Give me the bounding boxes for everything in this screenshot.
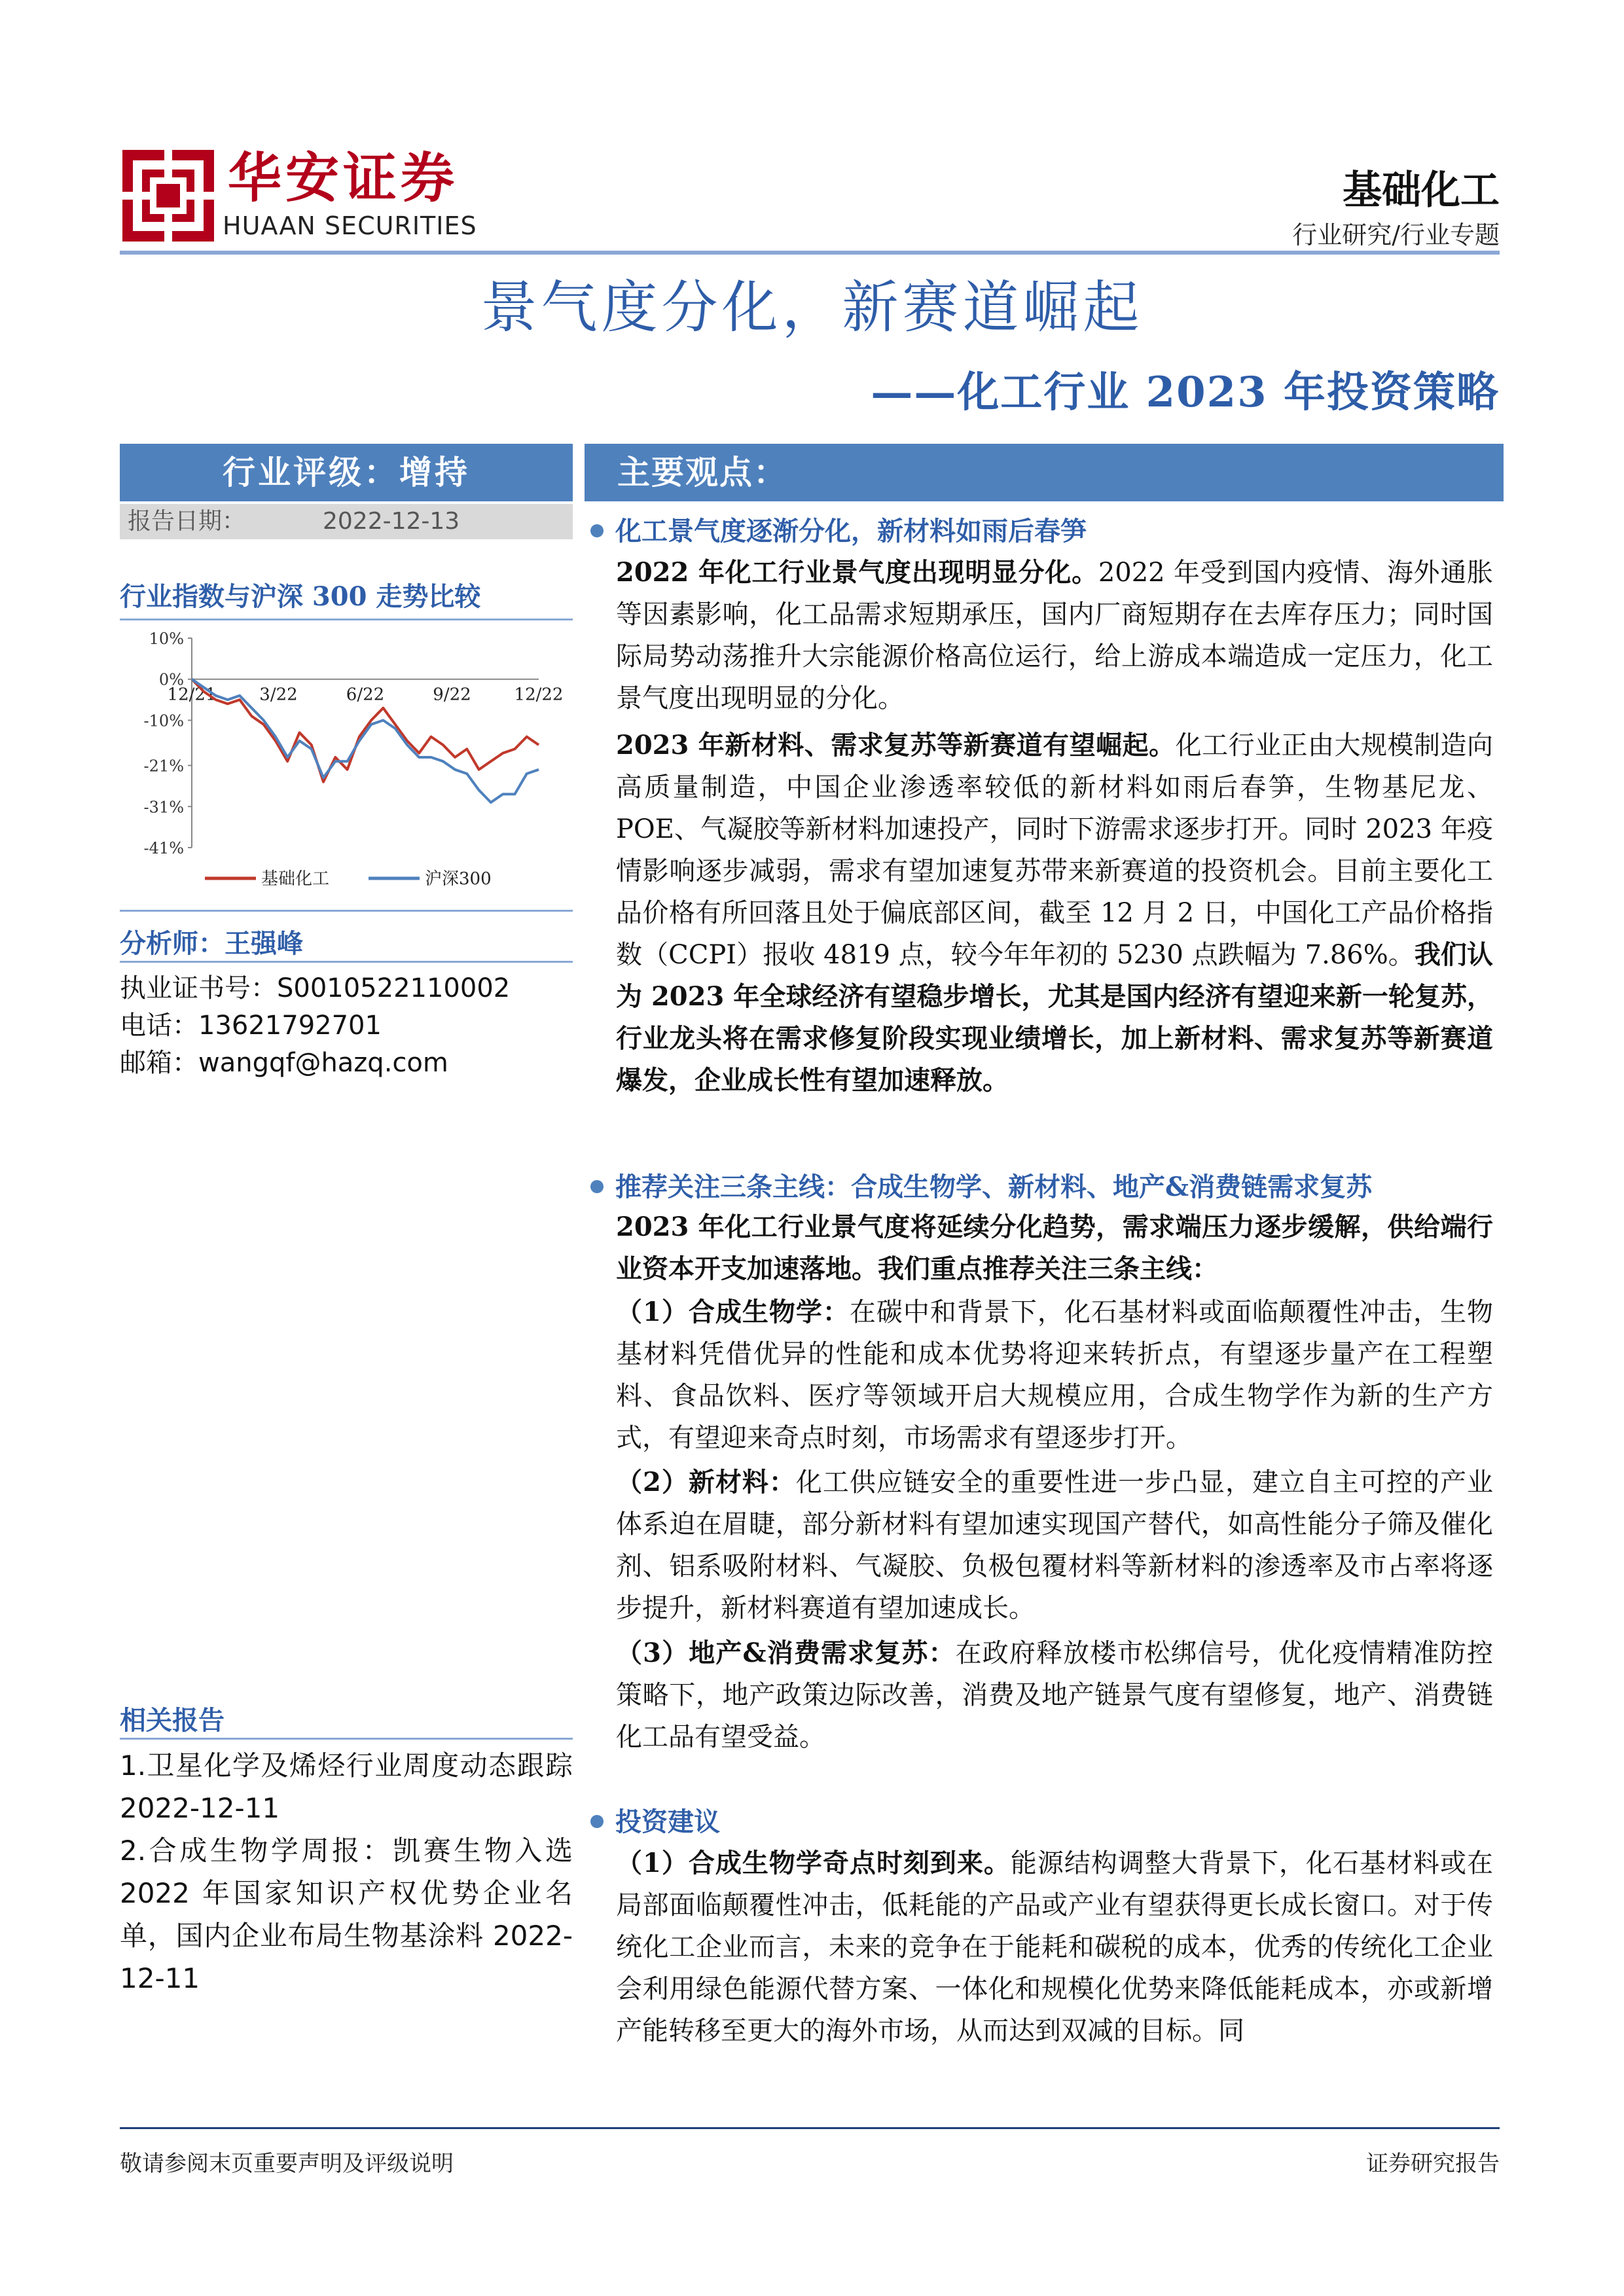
paragraph-conclusion: 我们认为 2023 年全球经济有望稳步增长，尤其是国内经济有望迎来新一轮复苏，行业龙头将在需求修复阶段实现业绩增长，加上新材料、需求复苏等新赛道爆发，企业成长性有望加速释放。 bbox=[616, 939, 1493, 1096]
footer-report-type: 证券研究报告 bbox=[1366, 2151, 1500, 2177]
analyst-title: 分析师：王强峰 bbox=[120, 928, 303, 959]
related-reports-title: 相关报告 bbox=[120, 1705, 225, 1736]
related-report-item[interactable]: 2.合成生物学周报：凯赛生物入选 2022 年国家知识产权优势企业名单，国内企业布局生物基涂料 2022-12-11 bbox=[120, 1835, 573, 1994]
section-heading-text: 化工景气度逐渐分化，新材料如雨后春笋 bbox=[615, 516, 1087, 547]
paragraph bbox=[616, 552, 1493, 719]
paragraph-lead: 2022 年化工行业景气度出现明显分化。 bbox=[616, 557, 1098, 588]
section-heading bbox=[590, 1801, 720, 1839]
x-tick-label: 9/22 bbox=[433, 685, 471, 705]
paragraph bbox=[616, 1842, 1493, 2052]
y-tick-label: -41% bbox=[143, 839, 184, 857]
paragraph bbox=[616, 1206, 1493, 1290]
legend-label: 沪深300 bbox=[425, 869, 492, 889]
paragraph bbox=[616, 725, 1493, 1102]
y-tick-label: -31% bbox=[143, 798, 184, 817]
key-points-banner: 主要观点： bbox=[585, 444, 1504, 501]
report-date-label: 报告日期： bbox=[128, 508, 246, 535]
sector-title: 基础化工 bbox=[1343, 168, 1500, 213]
logo-chinese: 华安证券 bbox=[228, 147, 459, 209]
paragraph-lead: （1）合成生物学奇点时刻到来。 bbox=[616, 1848, 1011, 1878]
x-tick-label: 12/21 bbox=[167, 685, 217, 705]
paragraph-body: 化工行业正由大规模制造向高质量制造，中国企业渗透率较低的新材料如雨后春笋，生物基尼龙、POE、气凝胶等新材料加速投产，同时下游需求逐步打开。同时 2023 年疫情影响逐步减弱，需求有望加速复苏带来新赛道的投资机会。目前主要化工品价格有所回落且处于偏底部区间，截至 12 月 2 日，中国化工产品价格指数（CCPI）报收 4819 点，较今年年初的 5230 点跌幅为 7.86%。 bbox=[616, 730, 1493, 970]
index-comparison-chart bbox=[120, 622, 573, 910]
paragraph-body: 能源结构调整大背景下，化石基材料或在局部面临颠覆性冲击，低耗能的产品或产业有望获得更长成长窗口。对于传统化工企业而言，未来的竞争在于能耗和碳税的成本，优秀的传统化工企业会利用绿色能源代替方案、一体化和规模化优势来降低能耗成本，亦或新增产能转移至更大的海外市场，从而达到双减的目标。同 bbox=[616, 1848, 1493, 2046]
paragraph-body: 在碳中和背景下，化石基材料或面临颠覆性冲击，生物基材料凭借优异的性能和成本优势将迎来转折点，有望逐步量产在工程塑料、食品饮料、医疗等领域开启大规模应用，合成生物学作为新的生产方式，有望迎来奇点时刻，市场需求有望逐步打开。 bbox=[616, 1297, 1494, 1453]
x-tick-label: 12/22 bbox=[514, 685, 564, 705]
chart-divider bbox=[120, 619, 573, 620]
industry-rating-banner: 行业评级：增持 bbox=[120, 444, 573, 501]
chart-title: 行业指数与沪深 300 走势比较 bbox=[120, 581, 481, 612]
paragraph-lead: 2023 年化工行业景气度将延续分化趋势，需求端压力逐步缓解，供给端行业资本开支加速落地。我们重点推荐关注三条主线： bbox=[616, 1211, 1493, 1284]
y-tick-label: 0% bbox=[158, 670, 184, 689]
legend-label: 基础化工 bbox=[261, 869, 330, 889]
bullet-icon bbox=[590, 1180, 604, 1193]
paragraph bbox=[616, 1462, 1493, 1629]
paragraph bbox=[616, 1632, 1493, 1758]
header-divider bbox=[120, 251, 1500, 255]
logo-english: HUAAN SECURITIES bbox=[223, 211, 477, 240]
section-heading bbox=[590, 1166, 1372, 1204]
paragraph bbox=[616, 1291, 1493, 1459]
analyst-divider bbox=[120, 961, 573, 963]
bullet-icon bbox=[590, 1815, 604, 1828]
y-tick-label: 10% bbox=[149, 630, 184, 648]
sector-subtitle: 行业研究/行业专题 bbox=[1292, 221, 1500, 249]
report-date-value: 2022-12-13 bbox=[323, 508, 460, 535]
paragraph-lead: （3）地产&消费需求复苏： bbox=[616, 1638, 956, 1668]
bullet-icon bbox=[590, 524, 604, 537]
y-tick-label: -10% bbox=[143, 711, 184, 730]
x-tick-label: 6/22 bbox=[346, 685, 385, 705]
paragraph-body: 化工供应链安全的重要性进一步凸显，建立自主可控的产业体系迫在眉睫，部分新材料有望加速实现国产替代，如高性能分子筛及催化剂、铝系吸附材料、气凝胶、负极包覆材料等新材料的渗透率及市占率将逐步提升，新材料赛道有望加速成长。 bbox=[616, 1467, 1493, 1623]
paragraph-body: 在政府释放楼市松绑信号，优化疫情精准防控策略下，地产政策边际改善，消费及地产链景气度有望修复，地产、消费链化工品有望受益。 bbox=[616, 1638, 1493, 1752]
paragraph-lead: 2023 年新材料、需求复苏等新赛道有望崛起。 bbox=[616, 730, 1176, 761]
y-tick-label: -21% bbox=[143, 757, 184, 776]
report-title: 景气度分化，新赛道崛起 bbox=[480, 275, 1144, 340]
section-heading bbox=[590, 511, 1087, 548]
report-subtitle: ——化工行业 2023 年投资策略 bbox=[871, 368, 1500, 417]
related-report-item[interactable]: 1.卫星化学及烯烃行业周度动态跟踪 2022-12-11 bbox=[120, 1749, 573, 1824]
footer-divider bbox=[120, 2127, 1500, 2129]
paragraph-lead: （2）新材料： bbox=[616, 1467, 796, 1498]
analyst-phone: 电话：13621792701 bbox=[120, 1011, 382, 1041]
footer-disclaimer: 敬请参阅末页重要声明及评级说明 bbox=[120, 2151, 454, 2177]
analyst-email[interactable]: 邮箱：wangqf@hazq.com bbox=[120, 1048, 448, 1078]
chart-bottom-divider bbox=[120, 910, 573, 912]
x-tick-label: 3/22 bbox=[259, 685, 298, 705]
analyst-certificate: 执业证书号：S0010522110002 bbox=[120, 973, 511, 1003]
paragraph-body: 2022 年受到国内疫情、海外通胀等因素影响，化工品需求短期承压，国内厂商短期存在去库存压力；同时国际局势动荡推升大宗能源价格高位运行，给上游成本端造成一定压力，化工景气度出现明显的分化。 bbox=[616, 558, 1493, 713]
related-reports-divider bbox=[120, 1738, 573, 1740]
paragraph-lead: （1）合成生物学： bbox=[616, 1297, 850, 1327]
section-heading-text: 推荐关注三条主线：合成生物学、新材料、地产&消费链需求复苏 bbox=[615, 1172, 1373, 1202]
report-date-bar bbox=[120, 504, 573, 539]
section-heading-text: 投资建议 bbox=[615, 1806, 720, 1837]
logo-seal bbox=[120, 147, 217, 244]
